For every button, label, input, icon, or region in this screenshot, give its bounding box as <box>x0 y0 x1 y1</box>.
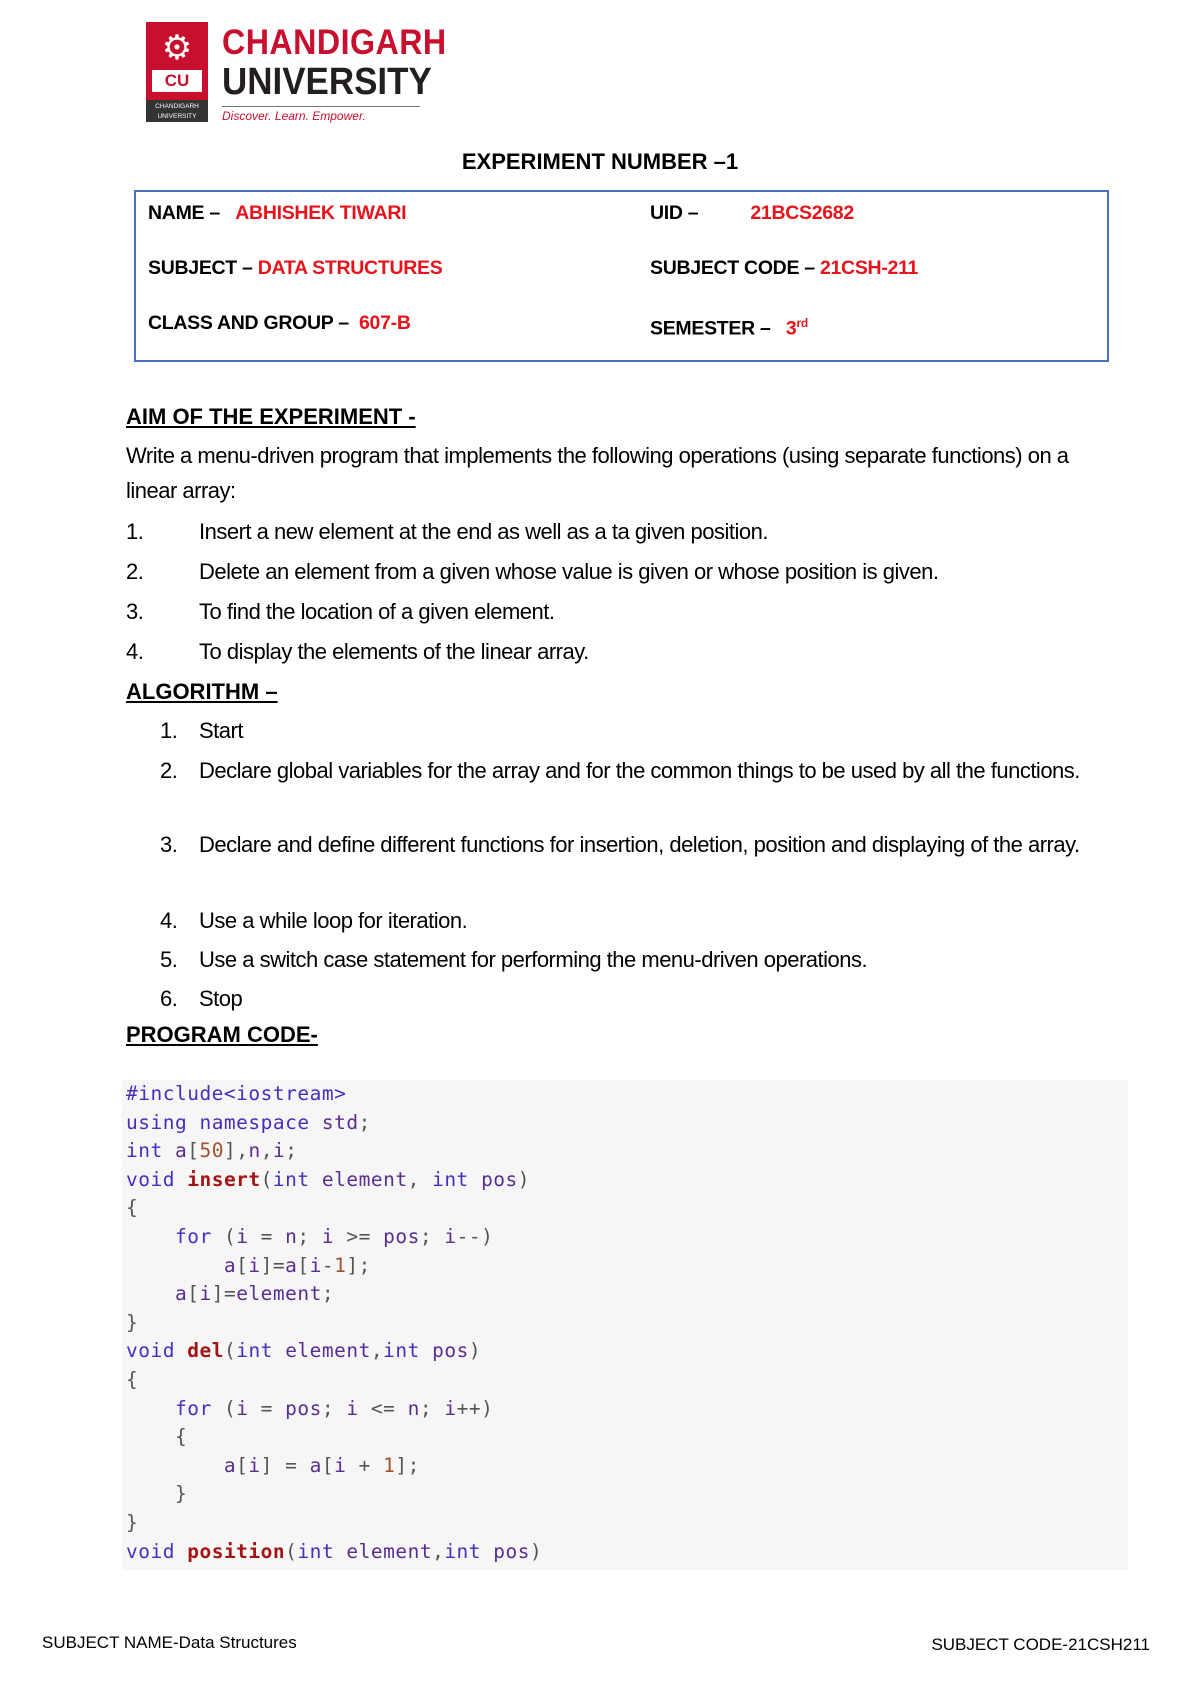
algorithm-step <box>160 903 1110 938</box>
aim-item-text: Insert a new element at the end as well as a ta given position. <box>199 519 768 544</box>
algorithm-step <box>160 753 1110 788</box>
logo-emblem-small-text: CHANDIGARH UNIVERSITY <box>146 100 208 122</box>
logo-name-line2: UNIVERSITY <box>222 61 432 103</box>
subject-row <box>148 256 442 280</box>
aim-item-number: 4. <box>126 639 144 664</box>
name-value: ABHISHEK TIWARI <box>235 202 407 224</box>
aim-intro: Write a menu-driven program that implements the following operations (using separate functions) on a linear array: <box>126 443 1069 503</box>
code-line: int a[50],n,i; <box>126 1139 298 1163</box>
logo-emblem-text: CU <box>152 70 202 92</box>
logo-tagline: Discover. Learn. Empower. <box>222 109 366 123</box>
subject-code-value: 21CSH-211 <box>819 257 919 279</box>
aim-heading: AIM OF THE EXPERIMENT - <box>126 404 416 429</box>
footer-subject-code: SUBJECT CODE-21CSH211 <box>931 1635 1150 1654</box>
aim-item <box>126 518 768 546</box>
algorithm-heading: ALGORITHM – <box>126 679 278 704</box>
code-line: } <box>126 1510 139 1534</box>
algorithm-step-number: 3. <box>160 832 178 857</box>
code-line: #include<iostream> <box>126 1082 347 1105</box>
aim-item-number: 1. <box>126 519 144 544</box>
algorithm-step-text: Use a switch case statement for performing the menu-driven operations. <box>199 947 868 972</box>
aim-item-text: Delete an element from a given whose value is given or whose position is given. <box>199 559 939 584</box>
semester-value: 3 <box>785 317 797 340</box>
code-line: using namespace std; <box>126 1110 371 1134</box>
algorithm-step-number: 2. <box>160 758 178 783</box>
code-line: a[i] = a[i + 1]; <box>223 1453 420 1477</box>
subject-code-row <box>650 256 918 280</box>
class-row <box>148 311 411 335</box>
footer-subject-name: SUBJECT NAME-Data Structures <box>42 1633 297 1652</box>
logo-divider <box>222 106 420 107</box>
program-code-heading: PROGRAM CODE- <box>126 1022 318 1047</box>
algorithm-step-text: Stop <box>199 986 243 1011</box>
algorithm-step-text: Declare and define different functions for insertion, deletion, position and displaying of the array. <box>199 832 1080 857</box>
algorithm-step-number: 1. <box>160 718 178 743</box>
algorithm-step-number: 5. <box>160 947 178 972</box>
code-line: void position(int element,int pos) <box>126 1539 543 1563</box>
code-line: for (i = pos; i <= n; i++) <box>174 1396 494 1420</box>
logo-name-line1: CHANDIGARH <box>222 23 447 62</box>
aim-item-text: To find the location of a given element. <box>199 599 555 624</box>
experiment-title: EXPERIMENT NUMBER –1 <box>461 149 739 174</box>
gear-icon: ⚙ <box>161 28 193 68</box>
algorithm-step <box>160 827 1110 862</box>
code-line: void del(int element,int pos) <box>126 1339 482 1363</box>
student-info-box <box>134 190 1109 362</box>
aim-item <box>126 638 589 666</box>
algorithm-step <box>160 981 1110 1016</box>
aim-item <box>126 558 938 586</box>
algorithm-step-text: Declare global variables for the array and for the common things to be used by all the functions. <box>199 758 1080 783</box>
subject-label: SUBJECT – <box>148 257 253 279</box>
subject-value: DATA STRUCTURES <box>257 257 443 279</box>
semester-suffix: rd <box>796 316 808 330</box>
code-line: } <box>126 1310 139 1334</box>
semester-label: SEMESTER – <box>650 317 771 340</box>
class-label: CLASS AND GROUP – <box>148 312 349 334</box>
class-value: 607-B <box>359 312 411 334</box>
algorithm-step-text: Use a while loop for iteration. <box>199 908 468 933</box>
uid-row <box>650 201 854 225</box>
university-logo <box>146 22 447 126</box>
code-line: { <box>126 1196 139 1220</box>
logo-emblem <box>146 22 208 122</box>
uid-label: UID – <box>650 202 699 224</box>
aim-item <box>126 598 554 626</box>
code-line: } <box>126 1482 188 1506</box>
subject-code-label: SUBJECT CODE – <box>650 257 815 279</box>
algorithm-step-text: Start <box>199 718 243 743</box>
algorithm-step <box>160 942 1110 977</box>
algorithm-step <box>160 713 1110 748</box>
algorithm-step-number: 6. <box>160 986 178 1011</box>
aim-item-number: 2. <box>126 559 144 584</box>
semester-row <box>650 311 808 341</box>
aim-item-text: To display the elements of the linear array. <box>199 639 589 664</box>
code-line: for (i = n; i >= pos; i--) <box>174 1224 494 1248</box>
uid-value: 21BCS2682 <box>750 202 854 224</box>
aim-item-number: 3. <box>126 599 144 624</box>
code-block <box>126 1080 542 1566</box>
code-line: void insert(int element, int pos) <box>126 1167 531 1191</box>
name-label: NAME – <box>148 202 220 224</box>
code-line: a[i]=element; <box>174 1282 335 1306</box>
code-line: { <box>126 1367 139 1391</box>
algorithm-step-number: 4. <box>160 908 178 933</box>
name-row <box>148 201 406 225</box>
code-line: a[i]=a[i-1]; <box>223 1253 371 1277</box>
code-line: { <box>126 1425 188 1449</box>
